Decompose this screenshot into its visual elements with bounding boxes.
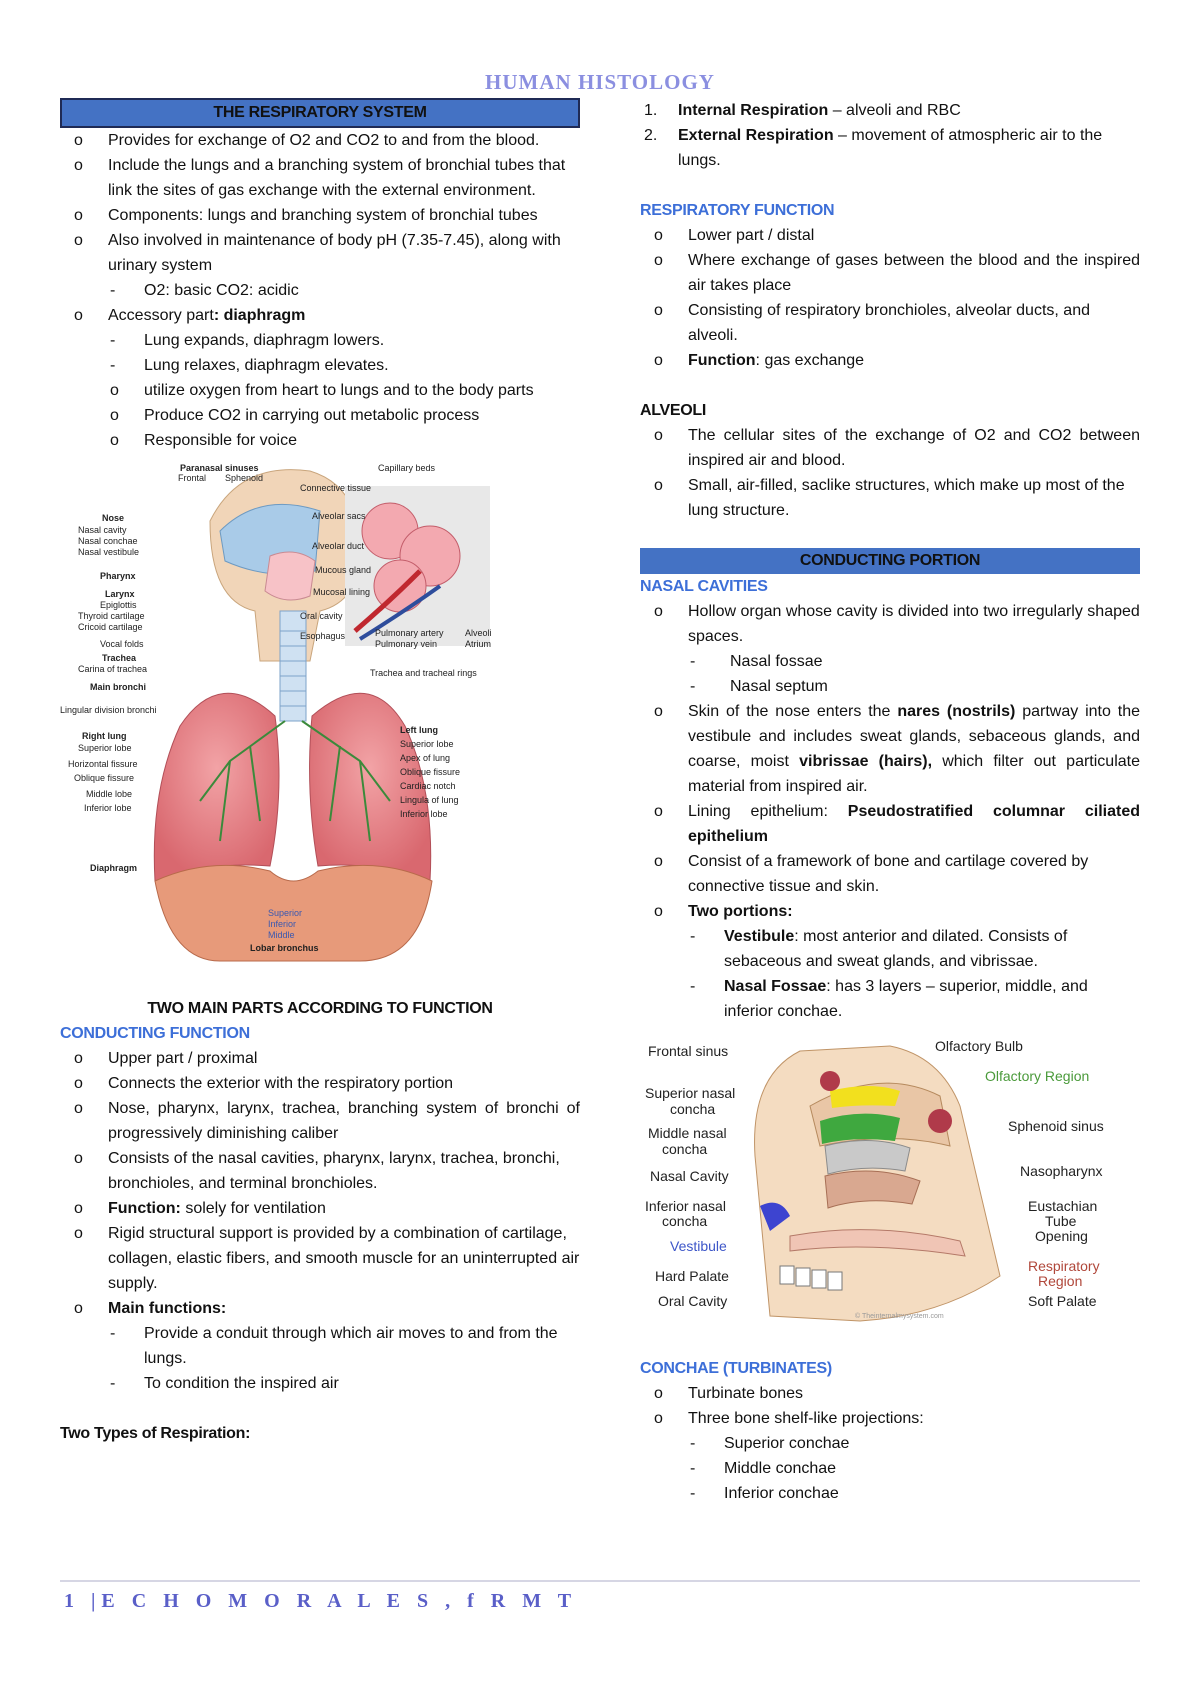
label-mid-concha-1: Middle nasal bbox=[648, 1125, 727, 1141]
label-nasal-conchae: Nasal conchae bbox=[78, 536, 138, 546]
label-inf-concha-2: concha bbox=[662, 1213, 708, 1229]
label-inf-concha-1: Inferior nasal bbox=[645, 1198, 726, 1214]
list-item: o Components: lungs and branching system of bronchial tubes bbox=[60, 203, 580, 228]
label-olfactory-region: Olfactory Region bbox=[985, 1068, 1090, 1084]
label-tracheal-rings: Trachea and tracheal rings bbox=[370, 668, 477, 678]
conducting-function-list bbox=[60, 1046, 580, 1396]
label-cricoid: Cricoid cartilage bbox=[78, 622, 143, 632]
list-item-bold: Two portions: bbox=[688, 903, 793, 920]
list-item: o Nose, pharynx, larynx, trachea, branching system of bronchi of progressively diminishing caliber bbox=[60, 1096, 580, 1146]
label-nasopharynx: Nasopharynx bbox=[1020, 1163, 1103, 1179]
conducting-portion-header: CONDUCTING PORTION bbox=[640, 548, 1140, 574]
sub-item-text: : most anterior and dilated. Consists of sebaceous and sweat glands, and vibrissae. bbox=[724, 928, 1068, 970]
label-hard-palate: Hard Palate bbox=[655, 1268, 729, 1284]
label-lingula: Lingula of lung bbox=[400, 795, 459, 805]
sub-item: - Provide a conduit through which air moves to and from the lungs. bbox=[60, 1321, 580, 1371]
list-item: o Small, air-filled, saclike structures, which make up most of the lung structure. bbox=[640, 473, 1140, 523]
list-item-bold: External Respiration bbox=[678, 127, 834, 144]
sub-item-text: : has 3 layers – superior, middle, and inferior conchae. bbox=[724, 978, 1088, 1020]
list-item-bold: nares (nostrils) bbox=[897, 703, 1016, 720]
list-number: 2. bbox=[644, 127, 658, 144]
list-item bbox=[640, 1406, 1140, 1506]
list-item bbox=[640, 899, 1140, 1024]
sub-item: o Responsible for voice bbox=[60, 428, 580, 453]
list-item: o Lower part / distal bbox=[640, 223, 1140, 248]
label-superior-lobe: Superior lobe bbox=[78, 743, 132, 753]
page-title: HUMAN HISTOLOGY bbox=[485, 70, 715, 94]
list-item-text: Hollow organ whose cavity is divided into two irregularly shaped spaces. bbox=[688, 603, 1140, 645]
list-item: o The cellular sites of the exchange of O2 and CO2 between inspired air and blood. bbox=[640, 423, 1140, 473]
respiratory-function-heading: RESPIRATORY FUNCTION bbox=[640, 202, 835, 219]
label-eustachian-3: Opening bbox=[1035, 1228, 1088, 1244]
label-inf: Inferior bbox=[268, 919, 297, 929]
label-l-inferior: Inferior lobe bbox=[400, 809, 448, 819]
list-item bbox=[60, 228, 580, 303]
label-inferior-lobe: Inferior lobe bbox=[84, 803, 132, 813]
list-item-bold: Function: bbox=[108, 1200, 181, 1217]
footer-divider bbox=[60, 1580, 1140, 1582]
list-item-text: Skin of the nose enters the bbox=[688, 703, 898, 720]
respiratory-function-list bbox=[640, 223, 1140, 373]
list-item: o Provides for exchange of O2 and CO2 to and from the blood. bbox=[60, 128, 580, 153]
sub-item: o Produce CO2 in carrying out metabolic process bbox=[60, 403, 580, 428]
list-number: 1. bbox=[644, 102, 658, 119]
list-item-bold: Function bbox=[688, 352, 756, 369]
label-l-superior: Superior lobe bbox=[400, 739, 454, 749]
label-sup-concha-2: concha bbox=[670, 1101, 716, 1117]
list-item bbox=[640, 599, 1140, 699]
list-item-bold: Pseudostratified columnar ciliated epithelium bbox=[688, 803, 1140, 845]
list-item-text: : gas exchange bbox=[755, 352, 865, 369]
label-oral: Oral cavity bbox=[300, 611, 343, 621]
two-types-respiration: Two Types of Respiration: bbox=[60, 1425, 251, 1442]
list-item: o Consist of a framework of bone and cartilage covered by connective tissue and skin. bbox=[640, 849, 1140, 899]
list-item-text: Also involved in maintenance of body pH (7.35-7.45), along with urinary system bbox=[108, 232, 561, 274]
label-vocal: Vocal folds bbox=[100, 639, 144, 649]
label-paranasal: Paranasal sinuses bbox=[180, 463, 259, 473]
sub-item: - Superior conchae bbox=[640, 1431, 1140, 1456]
label-horizontal: Horizontal fissure bbox=[68, 759, 138, 769]
page-footer: 1 |E C H O M O R A L E S , f R M T bbox=[64, 1590, 578, 1612]
list-item: o Connects the exterior with the respiratory portion bbox=[60, 1071, 580, 1096]
list-item-bold: Internal Respiration bbox=[678, 102, 829, 119]
label-sup: Superior bbox=[268, 908, 303, 918]
list-item-text: Accessory part bbox=[108, 307, 214, 324]
label-left-lung: Left lung bbox=[400, 725, 438, 735]
list-item bbox=[640, 123, 1140, 173]
alveoli-list bbox=[640, 423, 1140, 523]
label-mucosal: Mucosal lining bbox=[313, 587, 371, 597]
label-oral-cavity: Oral Cavity bbox=[658, 1293, 728, 1309]
label-oblique: Oblique fissure bbox=[74, 773, 135, 783]
label-carina: Carina of trachea bbox=[78, 664, 148, 674]
label-apex: Apex of lung bbox=[400, 753, 451, 763]
label-thyroid: Thyroid cartilage bbox=[78, 611, 145, 621]
list-item-text: solely for ventilation bbox=[180, 1200, 326, 1217]
conducting-function-heading: CONDUCTING FUNCTION bbox=[60, 1025, 250, 1042]
list-item-text: – alveoli and RBC bbox=[828, 102, 961, 119]
list-item: o Rigid structural support is provided by a combination of cartilage, collagen, elastic fibers, and smooth muscle for an uninterrupted air supply. bbox=[60, 1221, 580, 1296]
label-capillary: Capillary beds bbox=[378, 463, 436, 473]
list-item: o Consists of the nasal cavities, pharynx, larynx, trachea, bronchi, bronchioles, and terminal bronchioles. bbox=[60, 1146, 580, 1196]
label-sphenoid: Sphenoid bbox=[225, 473, 264, 483]
label-nasal-cavity: Nasal Cavity bbox=[650, 1168, 729, 1184]
label-diaphragm: Diaphragm bbox=[90, 863, 138, 873]
sub-item-bold: Nasal Fossae bbox=[724, 978, 827, 995]
label-l-oblique: Oblique fissure bbox=[400, 767, 461, 777]
list-item: o Consisting of respiratory bronchioles, alveolar ducts, and alveoli. bbox=[640, 298, 1140, 348]
list-item: o Turbinate bones bbox=[640, 1381, 1140, 1406]
sub-item bbox=[640, 924, 1140, 974]
label-larynx: Larynx bbox=[105, 589, 135, 599]
figure-watermark: © Theinternalmysystem.com bbox=[855, 1313, 944, 1320]
label-mid-concha-2: concha bbox=[662, 1141, 708, 1157]
list-item-text: Lining epithelium: bbox=[688, 803, 848, 820]
label-sup-concha-1: Superior nasal bbox=[645, 1085, 736, 1101]
respiratory-system-header: THE RESPIRATORY SYSTEM bbox=[60, 98, 580, 128]
label-trachea: Trachea bbox=[102, 653, 137, 663]
two-main-parts-heading: TWO MAIN PARTS ACCORDING TO FUNCTION bbox=[147, 1000, 493, 1017]
list-item bbox=[640, 799, 1140, 849]
label-pulm-artery: Pulmonary artery bbox=[375, 628, 444, 638]
label-alveoli: Alveoli bbox=[465, 628, 492, 638]
sub-item: - Nasal septum bbox=[640, 674, 1140, 699]
list-item-bold: vibrissae (hairs), bbox=[799, 753, 933, 770]
sub-item: - Inferior conchae bbox=[640, 1481, 1140, 1506]
label-mucous: Mucous gland bbox=[315, 565, 372, 575]
nasal-cavities-list bbox=[640, 599, 1140, 1024]
label-alveolar-sacs: Alveolar sacs bbox=[312, 511, 366, 521]
label-pharynx: Pharynx bbox=[100, 571, 136, 581]
label-nasal-vestibule: Nasal vestibule bbox=[78, 547, 140, 557]
label-resp-region-2: Region bbox=[1038, 1273, 1083, 1289]
label-cardiac: Cardiac notch bbox=[400, 781, 456, 791]
label-esophagus: Esophagus bbox=[300, 631, 346, 641]
label-olfactory-bulb: Olfactory Bulb bbox=[935, 1038, 1023, 1054]
label-lingular: Lingular division bronchi bbox=[60, 705, 157, 715]
label-main-bronchi: Main bronchi bbox=[90, 682, 146, 692]
sub-item: o utilize oxygen from heart to lungs and to the body parts bbox=[60, 378, 580, 403]
left-column bbox=[60, 98, 580, 1446]
nasal-cavity-figure bbox=[640, 1036, 1140, 1326]
sub-item-bold: Vestibule bbox=[724, 928, 795, 945]
label-right-lung: Right lung bbox=[82, 731, 127, 741]
list-item-bold: : diaphragm bbox=[213, 307, 306, 324]
conchae-list bbox=[640, 1381, 1140, 1506]
sub-item: - Middle conchae bbox=[640, 1456, 1140, 1481]
sub-item: - Lung relaxes, diaphragm elevates. bbox=[60, 353, 580, 378]
label-atrium: Atrium bbox=[465, 639, 492, 649]
sub-item: - O2: basic CO2: acidic bbox=[60, 278, 580, 303]
label-resp-region-1: Respiratory bbox=[1028, 1258, 1100, 1274]
list-item bbox=[640, 98, 1140, 123]
list-item: o Where exchange of gases between the blood and the inspired air takes place bbox=[640, 248, 1140, 298]
label-nose: Nose bbox=[102, 513, 125, 523]
label-eustachian-1: Eustachian bbox=[1028, 1198, 1098, 1214]
sub-item: - Lung expands, diaphragm lowers. bbox=[60, 328, 580, 353]
list-item: o Include the lungs and a branching system of bronchial tubes that link the sites of gas exchange with the external environment. bbox=[60, 153, 580, 203]
label-frontal: Frontal bbox=[178, 473, 207, 483]
label-sphenoid-sinus: Sphenoid sinus bbox=[1008, 1118, 1104, 1134]
list-item-text: – movement of atmospheric air to the lungs. bbox=[678, 127, 1103, 169]
sub-item: - To condition the inspired air bbox=[60, 1371, 580, 1396]
label-lobar: Lobar bronchus bbox=[250, 943, 319, 953]
label-nasal-cavity: Nasal cavity bbox=[78, 525, 127, 535]
sub-item bbox=[640, 974, 1140, 1024]
label-eustachian-2: Tube bbox=[1045, 1213, 1077, 1229]
label-middle-lobe: Middle lobe bbox=[86, 789, 133, 799]
label-mid: Middle bbox=[268, 930, 295, 940]
list-item bbox=[640, 699, 1140, 799]
label-pulm-vein: Pulmonary vein bbox=[375, 639, 438, 649]
label-frontal-sinus: Frontal sinus bbox=[648, 1043, 729, 1059]
alveoli-heading: ALVEOLI bbox=[640, 402, 707, 419]
nasal-cavities-heading: NASAL CAVITIES bbox=[640, 578, 768, 595]
list-item: o Upper part / proximal bbox=[60, 1046, 580, 1071]
conchae-heading: CONCHAE (TURBINATES) bbox=[640, 1360, 832, 1377]
label-soft-palate: Soft Palate bbox=[1028, 1293, 1097, 1309]
label-vestibule: Vestibule bbox=[670, 1238, 727, 1254]
list-item bbox=[60, 1296, 580, 1396]
label-connective: Connective tissue bbox=[300, 483, 372, 493]
list-item-bold: Main functions: bbox=[108, 1300, 227, 1317]
list-item-text: which filter out particulate material from inspired air. bbox=[688, 753, 1140, 795]
sub-item: - Nasal fossae bbox=[640, 649, 1140, 674]
list-item-text: partway into the vestibule and includes sweat glands, sebaceous glands, and coarse, moist bbox=[688, 703, 1140, 770]
right-column bbox=[640, 98, 1140, 1506]
label-alveolar-duct: Alveolar duct bbox=[312, 541, 365, 551]
respiratory-system-figure bbox=[60, 461, 580, 966]
list-item-text: Three bone shelf-like projections: bbox=[688, 1410, 924, 1427]
list-item bbox=[640, 348, 1140, 373]
list-item bbox=[60, 1196, 580, 1221]
list-item bbox=[60, 303, 580, 453]
label-epiglottis: Epiglottis bbox=[100, 600, 137, 610]
respiratory-system-list bbox=[60, 128, 580, 453]
respiration-list bbox=[640, 98, 1140, 173]
